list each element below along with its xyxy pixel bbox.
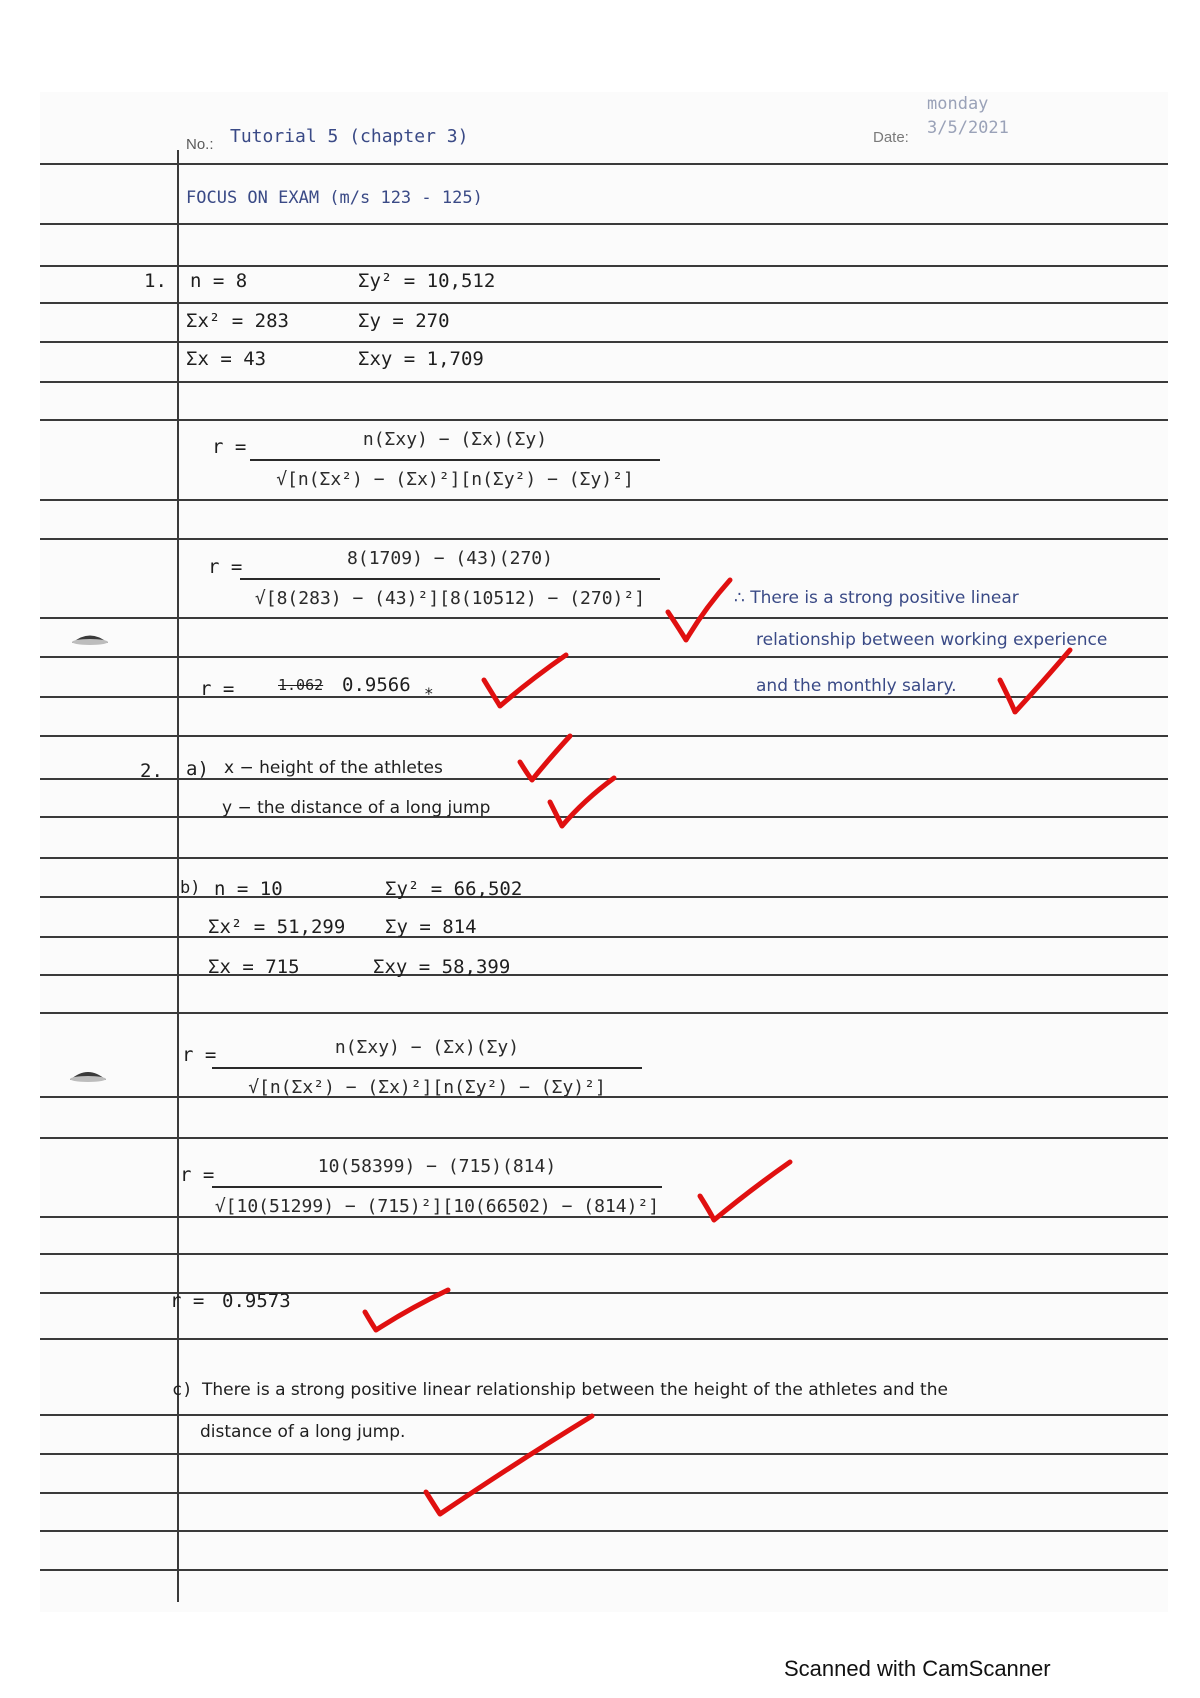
q2b-formula-label: r = bbox=[182, 1044, 217, 1066]
tutorial-title: Tutorial 5 (chapter 3) bbox=[230, 126, 469, 147]
ruled-line bbox=[40, 302, 1168, 304]
q2b-given-sum-y: Σy = 814 bbox=[385, 916, 477, 938]
q1-substitution-denominator: √[8(283) − (43)²][8(10512) − (270)²] bbox=[254, 588, 646, 609]
q2a-x-line: x − height of the athletes bbox=[224, 758, 443, 778]
q1-given-sum-y: Σy = 270 bbox=[358, 310, 450, 332]
q1-formula-label: r = bbox=[212, 436, 247, 458]
focus-line: FOCUS ON EXAM (m/s 123 - 125) bbox=[186, 188, 483, 208]
ruled-line bbox=[40, 1292, 1168, 1294]
ruled-line bbox=[40, 419, 1168, 421]
q2b-given-n: n = 10 bbox=[214, 878, 283, 900]
date-text: 3/5/2021 bbox=[927, 118, 1009, 138]
q2b-substitution-label: r = bbox=[180, 1164, 215, 1186]
q2b-result-value: 0.9573 bbox=[222, 1290, 291, 1312]
ruled-line bbox=[40, 1453, 1168, 1455]
fraction-bar bbox=[250, 459, 660, 461]
q2b-formula-numerator: n(Σxy) − (Σx)(Σy) bbox=[334, 1037, 520, 1058]
q1-result-mark: * bbox=[424, 684, 434, 703]
ruled-line bbox=[40, 1012, 1168, 1014]
q2a-label: a) bbox=[186, 758, 209, 780]
q1-given-sum-x: Σx = 43 bbox=[186, 348, 267, 370]
ruled-line bbox=[40, 1414, 1168, 1416]
ruled-line bbox=[40, 1569, 1168, 1571]
ruled-line bbox=[40, 617, 1168, 619]
q1-result-value: 0.9566 bbox=[342, 674, 411, 696]
q2b-given-sum-y2: Σy² = 66,502 bbox=[385, 878, 523, 900]
q1-conclusion-line-2: relationship between working experience bbox=[756, 630, 1108, 650]
q1-substitution-label: r = bbox=[208, 556, 243, 578]
scanner-watermark: Scanned with CamScanner bbox=[784, 1656, 1051, 1681]
ruled-line bbox=[40, 381, 1168, 383]
q1-substitution-fraction bbox=[240, 544, 660, 616]
fraction-bar bbox=[212, 1067, 642, 1069]
q2b-given-sum-x: Σx = 715 bbox=[208, 956, 300, 978]
q1-result-struck: 1.062 bbox=[278, 676, 324, 694]
fraction-bar bbox=[212, 1186, 662, 1188]
ruled-line bbox=[40, 735, 1168, 737]
ruled-line bbox=[40, 163, 1168, 165]
q2c-line-2: distance of a long jump. bbox=[200, 1422, 406, 1442]
q1-formula-fraction bbox=[250, 425, 660, 497]
q2b-given-sum-xy: Σxy = 58,399 bbox=[373, 956, 511, 978]
q2b-label: b) bbox=[180, 878, 201, 898]
q1-given-sum-xy: Σxy = 1,709 bbox=[358, 348, 484, 370]
ruled-line bbox=[40, 341, 1168, 343]
q2-number: 2. bbox=[140, 760, 163, 782]
ruled-line bbox=[40, 857, 1168, 859]
q2c-line-1: There is a strong positive linear relationship between the height of the athletes and the bbox=[202, 1380, 948, 1400]
ruled-line bbox=[40, 538, 1168, 540]
day-text: monday bbox=[927, 94, 989, 114]
ruled-line bbox=[40, 816, 1168, 818]
q1-substitution-numerator: 8(1709) − (43)(270) bbox=[347, 548, 553, 569]
ruled-line bbox=[40, 656, 1168, 658]
date-label: Date: bbox=[873, 129, 909, 146]
q2b-substitution-denominator: √[10(51299) − (715)²][10(66502) − (814)²] bbox=[214, 1196, 660, 1217]
q1-number: 1. bbox=[144, 270, 167, 292]
q2b-formula-fraction bbox=[212, 1033, 642, 1105]
no-label: No.: bbox=[186, 136, 214, 153]
ruled-line bbox=[40, 499, 1168, 501]
q2b-substitution-fraction bbox=[212, 1152, 662, 1224]
ruled-line bbox=[40, 1253, 1168, 1255]
q1-given-sum-x2: Σx² = 283 bbox=[186, 310, 289, 332]
q2a-y-line: y − the distance of a long jump bbox=[222, 798, 491, 818]
q1-result-label: r = bbox=[200, 678, 235, 700]
ruled-line bbox=[40, 1530, 1168, 1532]
ruled-line bbox=[40, 265, 1168, 267]
ruled-line bbox=[40, 778, 1168, 780]
fraction-bar bbox=[240, 578, 660, 580]
q1-conclusion-line-3: and the monthly salary. bbox=[756, 676, 957, 696]
ruled-line bbox=[40, 1492, 1168, 1494]
q2b-formula-denominator: √[n(Σx²) − (Σx)²][n(Σy²) − (Σy)²] bbox=[248, 1077, 606, 1098]
ruled-line bbox=[40, 896, 1168, 898]
q1-formula-numerator: n(Σxy) − (Σx)(Σy) bbox=[362, 429, 548, 450]
ruled-line bbox=[40, 1338, 1168, 1340]
ruled-line bbox=[40, 1137, 1168, 1139]
q1-formula-denominator: √[n(Σx²) − (Σx)²][n(Σy²) − (Σy)²] bbox=[276, 469, 634, 490]
q1-given-sum-y2: Σy² = 10,512 bbox=[358, 270, 496, 292]
q2b-result-label: r = bbox=[170, 1290, 205, 1312]
q1-given-n: n = 8 bbox=[190, 270, 248, 292]
q2b-substitution-numerator: 10(58399) − (715)(814) bbox=[317, 1156, 557, 1177]
q1-conclusion-line-1: ∴ There is a strong positive linear bbox=[734, 588, 1019, 608]
ruled-line bbox=[40, 223, 1168, 225]
q2c-label: c) bbox=[172, 1380, 193, 1400]
q2b-given-sum-x2: Σx² = 51,299 bbox=[208, 916, 346, 938]
